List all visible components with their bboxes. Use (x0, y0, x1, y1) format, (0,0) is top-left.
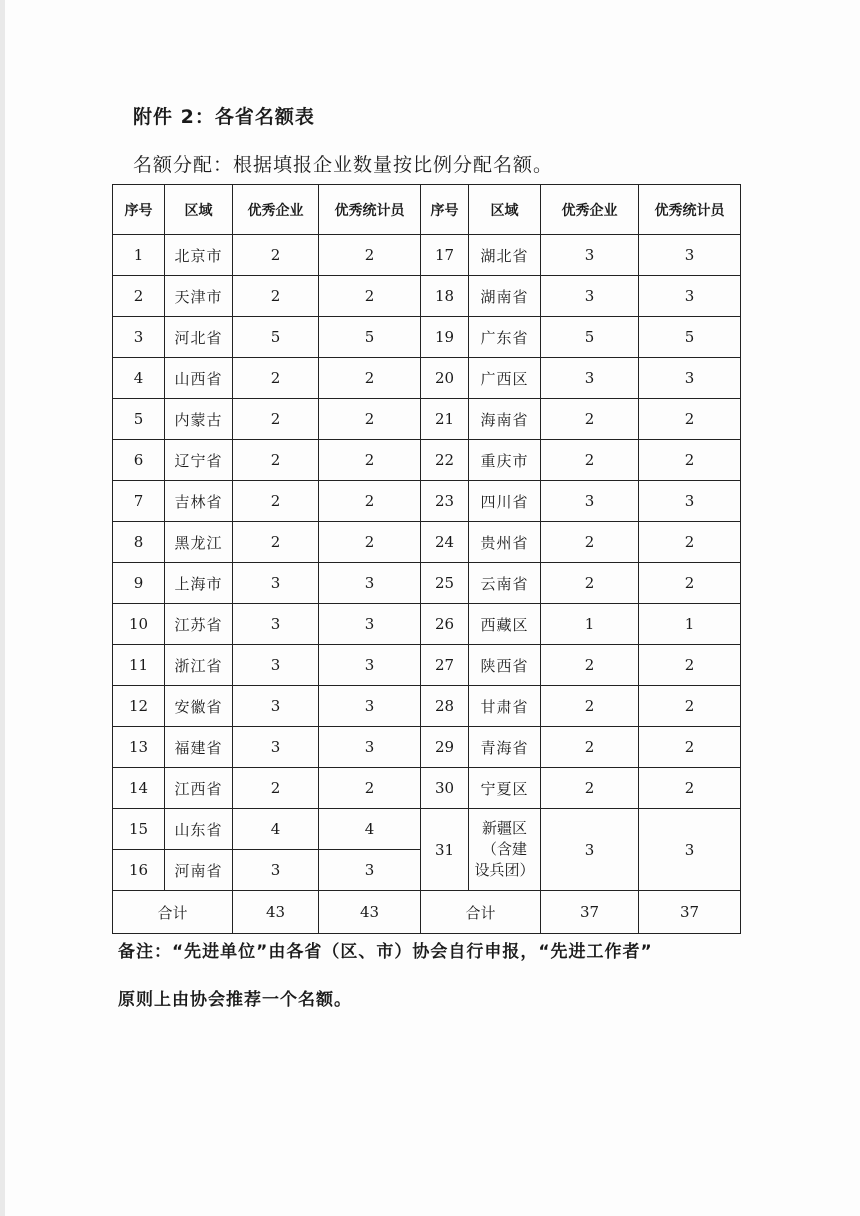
cell-no: 2 (113, 276, 165, 317)
col-header: 优秀企业 (233, 185, 319, 235)
cell-enterprise: 3 (233, 645, 319, 686)
cell-enterprise: 5 (541, 317, 639, 358)
cell-no: 9 (113, 563, 165, 604)
cell-region: 吉林省 (165, 481, 233, 522)
right-total-enterprise: 37 (541, 891, 639, 934)
cell-enterprise: 2 (541, 645, 639, 686)
table-row (113, 481, 741, 522)
cell-enterprise: 2 (233, 481, 319, 522)
cell-no: 21 (421, 399, 469, 440)
cell-region: 甘肃省 (469, 686, 541, 727)
cell-statistician: 3 (639, 481, 741, 522)
cell-region: 浙江省 (165, 645, 233, 686)
cell-region: 安徽省 (165, 686, 233, 727)
cell-no: 10 (113, 604, 165, 645)
cell-enterprise: 3 (541, 235, 639, 276)
cell-statistician: 3 (639, 809, 741, 891)
table-row (113, 399, 741, 440)
region-line: （含建 (481, 840, 527, 858)
cell-no: 3 (113, 317, 165, 358)
col-header: 优秀统计员 (639, 185, 741, 235)
cell-region: 贵州省 (469, 522, 541, 563)
cell-enterprise: 1 (541, 604, 639, 645)
cell-enterprise: 2 (233, 440, 319, 481)
cell-no: 20 (421, 358, 469, 399)
cell-statistician: 2 (639, 563, 741, 604)
cell-no: 25 (421, 563, 469, 604)
cell-enterprise: 2 (541, 727, 639, 768)
cell-no: 26 (421, 604, 469, 645)
remark-line-1: 备注：“先进单位”由各省（区、市）协会自行申报，“先进工作者” (118, 942, 653, 962)
table-row (113, 276, 741, 317)
scan-edge (0, 0, 5, 1216)
cell-region: 四川省 (469, 481, 541, 522)
cell-region-xinjiang (469, 809, 541, 891)
cell-region: 重庆市 (469, 440, 541, 481)
cell-statistician: 2 (639, 522, 741, 563)
cell-statistician: 2 (319, 522, 421, 563)
col-header: 序号 (421, 185, 469, 235)
cell-statistician: 3 (319, 850, 421, 891)
cell-region: 山西省 (165, 358, 233, 399)
header-row (113, 185, 741, 235)
cell-statistician: 5 (639, 317, 741, 358)
cell-statistician: 2 (319, 440, 421, 481)
right-total-statistician: 37 (639, 891, 741, 934)
cell-statistician: 3 (319, 645, 421, 686)
cell-region: 陕西省 (469, 645, 541, 686)
cell-enterprise: 2 (233, 358, 319, 399)
cell-region: 天津市 (165, 276, 233, 317)
cell-statistician: 2 (639, 727, 741, 768)
cell-enterprise: 2 (233, 276, 319, 317)
left-total-label: 合计 (113, 891, 233, 934)
cell-statistician: 3 (319, 727, 421, 768)
cell-no: 29 (421, 727, 469, 768)
cell-statistician: 3 (639, 235, 741, 276)
col-header: 优秀统计员 (319, 185, 421, 235)
cell-region: 青海省 (469, 727, 541, 768)
cell-statistician: 3 (319, 604, 421, 645)
cell-region: 上海市 (165, 563, 233, 604)
doc-title: 附件 2：各省名额表 (133, 106, 315, 128)
cell-enterprise: 2 (541, 563, 639, 604)
cell-no: 28 (421, 686, 469, 727)
cell-statistician: 2 (639, 440, 741, 481)
col-header: 序号 (113, 185, 165, 235)
cell-no: 30 (421, 768, 469, 809)
cell-enterprise: 3 (541, 809, 639, 891)
cell-statistician: 2 (319, 399, 421, 440)
cell-enterprise: 3 (233, 563, 319, 604)
cell-enterprise: 2 (541, 686, 639, 727)
total-row (113, 891, 741, 934)
cell-no: 6 (113, 440, 165, 481)
right-total-label: 合计 (421, 891, 541, 934)
cell-enterprise: 2 (541, 399, 639, 440)
cell-no: 8 (113, 522, 165, 563)
cell-enterprise: 5 (233, 317, 319, 358)
cell-region: 湖南省 (469, 276, 541, 317)
table-row (113, 727, 741, 768)
cell-statistician: 2 (319, 235, 421, 276)
cell-region: 湖北省 (469, 235, 541, 276)
cell-region: 江苏省 (165, 604, 233, 645)
table-row (113, 768, 741, 809)
cell-statistician: 2 (319, 276, 421, 317)
cell-no: 13 (113, 727, 165, 768)
cell-region: 宁夏区 (469, 768, 541, 809)
cell-region: 福建省 (165, 727, 233, 768)
table-row (113, 809, 741, 850)
cell-region: 海南省 (469, 399, 541, 440)
cell-statistician: 2 (319, 481, 421, 522)
cell-no: 16 (113, 850, 165, 891)
cell-enterprise: 2 (233, 399, 319, 440)
cell-no: 15 (113, 809, 165, 850)
cell-enterprise: 3 (541, 481, 639, 522)
cell-statistician: 2 (639, 768, 741, 809)
cell-statistician: 2 (319, 768, 421, 809)
cell-enterprise: 3 (233, 686, 319, 727)
table-row (113, 358, 741, 399)
cell-enterprise: 3 (541, 358, 639, 399)
cell-region: 黑龙江 (165, 522, 233, 563)
cell-region: 内蒙古 (165, 399, 233, 440)
cell-enterprise: 2 (541, 440, 639, 481)
cell-no: 12 (113, 686, 165, 727)
left-total-enterprise: 43 (233, 891, 319, 934)
table-row (113, 235, 741, 276)
cell-no: 5 (113, 399, 165, 440)
cell-no: 19 (421, 317, 469, 358)
cell-statistician: 3 (319, 563, 421, 604)
table-row (113, 686, 741, 727)
cell-no: 17 (421, 235, 469, 276)
cell-enterprise: 3 (233, 850, 319, 891)
table-row (113, 317, 741, 358)
cell-enterprise: 2 (541, 768, 639, 809)
cell-no: 27 (421, 645, 469, 686)
cell-no: 22 (421, 440, 469, 481)
cell-enterprise: 3 (233, 727, 319, 768)
cell-no: 24 (421, 522, 469, 563)
remark-line-2: 原则上由协会推荐一个名额。 (118, 990, 352, 1010)
cell-statistician: 3 (639, 358, 741, 399)
cell-no: 11 (113, 645, 165, 686)
cell-region: 河南省 (165, 850, 233, 891)
table-row (113, 563, 741, 604)
region-line: 设兵团） (474, 861, 535, 879)
table-row (113, 645, 741, 686)
cell-enterprise: 4 (233, 809, 319, 850)
cell-enterprise: 2 (233, 522, 319, 563)
col-header: 优秀企业 (541, 185, 639, 235)
cell-no: 1 (113, 235, 165, 276)
table-row (113, 440, 741, 481)
cell-region: 云南省 (469, 563, 541, 604)
col-header: 区域 (469, 185, 541, 235)
table-row (113, 604, 741, 645)
cell-enterprise: 3 (541, 276, 639, 317)
cell-enterprise: 2 (233, 235, 319, 276)
cell-no: 4 (113, 358, 165, 399)
region-line: 新疆区 (481, 819, 527, 837)
quota-table (112, 184, 741, 934)
cell-no: 7 (113, 481, 165, 522)
cell-enterprise: 2 (541, 522, 639, 563)
cell-region: 广西区 (469, 358, 541, 399)
cell-region: 山东省 (165, 809, 233, 850)
table-row (113, 522, 741, 563)
cell-no: 23 (421, 481, 469, 522)
cell-region: 江西省 (165, 768, 233, 809)
cell-region: 北京市 (165, 235, 233, 276)
cell-statistician: 3 (639, 276, 741, 317)
cell-statistician: 5 (319, 317, 421, 358)
cell-statistician: 3 (319, 686, 421, 727)
cell-region: 广东省 (469, 317, 541, 358)
cell-statistician: 1 (639, 604, 741, 645)
left-total-statistician: 43 (319, 891, 421, 934)
cell-region: 西藏区 (469, 604, 541, 645)
cell-region: 辽宁省 (165, 440, 233, 481)
cell-no: 18 (421, 276, 469, 317)
cell-enterprise: 2 (233, 768, 319, 809)
allocation-subtitle: 名额分配：根据填报企业数量按比例分配名额。 (133, 154, 554, 176)
cell-no: 31 (421, 809, 469, 891)
cell-statistician: 2 (319, 358, 421, 399)
cell-statistician: 2 (639, 645, 741, 686)
cell-region: 河北省 (165, 317, 233, 358)
cell-enterprise: 3 (233, 604, 319, 645)
col-header: 区域 (165, 185, 233, 235)
cell-statistician: 4 (319, 809, 421, 850)
cell-statistician: 2 (639, 686, 741, 727)
cell-no: 14 (113, 768, 165, 809)
cell-statistician: 2 (639, 399, 741, 440)
